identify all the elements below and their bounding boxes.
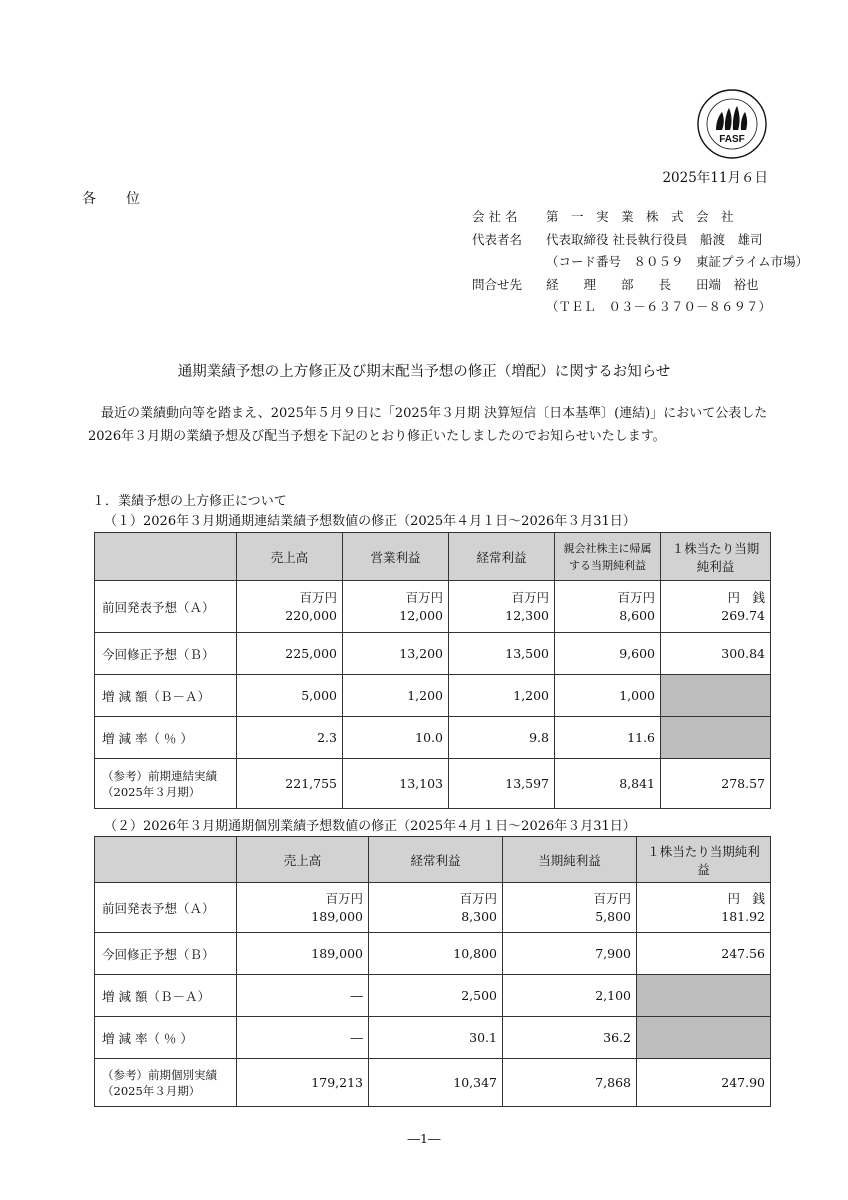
- header-cell: 経常利益: [369, 837, 503, 883]
- blank-cell: [661, 675, 771, 717]
- value: 269.74: [721, 607, 765, 623]
- value-cell: [449, 581, 555, 633]
- table-row: [95, 883, 771, 933]
- company-row-value: （コード番号 ８０５９ 東証プライム市場）: [546, 254, 809, 269]
- company-row: [472, 229, 808, 252]
- value-cell: 300.84: [661, 633, 771, 675]
- header-cell: 売上高: [237, 533, 343, 581]
- company-row-label: 会 社 名: [472, 209, 518, 224]
- value-cell: [555, 581, 661, 633]
- logo-text: FASF: [719, 134, 745, 145]
- blank-cell: [661, 717, 771, 759]
- value-cell: 7,900: [503, 933, 637, 975]
- value-cell: 189,000: [237, 933, 369, 975]
- company-row-value: 代表取締役 社長執行役員 船渡 雄司: [546, 231, 763, 247]
- table-row: [95, 633, 771, 675]
- company-row-label: [472, 296, 546, 319]
- value-cell: 10,347: [369, 1059, 503, 1107]
- document-title: 通期業績予想の上方修正及び期末配当予想の修正（増配）に関するお知らせ: [177, 364, 671, 380]
- table-row: [95, 1017, 771, 1059]
- table-row: [95, 759, 771, 809]
- value-cell: 13,500: [449, 633, 555, 675]
- value: 8,300: [461, 908, 497, 924]
- value-cell: [343, 581, 449, 633]
- company-row-label: 問合せ先: [472, 276, 523, 292]
- row-label: （参考）前期連結実績（2025年３月期）: [95, 759, 237, 809]
- value-cell: 1,200: [449, 675, 555, 717]
- value-cell: 36.2: [503, 1017, 637, 1059]
- header-cell: 親会社株主に帰属する当期純利益: [555, 533, 661, 581]
- row-label: 増 減 額（Ｂ－Ａ）: [95, 975, 237, 1017]
- header-cell: １株当たり当期純利益: [661, 533, 771, 581]
- value-cell: 2,100: [503, 975, 637, 1017]
- value-cell: 13,597: [449, 759, 555, 809]
- header-cell: 当期純利益: [503, 837, 637, 883]
- value-cell: [237, 883, 369, 933]
- company-row-value: 第 一 実 業 株 式 会 社: [546, 209, 734, 224]
- table-row: [95, 1059, 771, 1107]
- value: 220,000: [285, 607, 337, 623]
- company-row: [472, 296, 808, 319]
- row-label: （参考）前期個別実績（2025年３月期）: [95, 1059, 237, 1107]
- unit-label: 百万円: [405, 589, 443, 605]
- company-row: [472, 206, 808, 229]
- intro-paragraph: 最近の業績動向等を踏まえ、2025年５月９日に「2025年３月期 決算短信〔日本基準〕(連結)」において公表した2026年３月期の業績予想及び配当予想を下記のとおり修正いたしましたのでお知らせいたします。: [88, 406, 768, 444]
- company-row: [472, 251, 808, 274]
- value-cell: [369, 883, 503, 933]
- value-cell: [237, 581, 343, 633]
- value-cell: 9,600: [555, 633, 661, 675]
- value-cell: ―: [237, 975, 369, 1017]
- table1-caption: （１）2026年３月期通期連結業績予想数値の修正（2025年４月１日～2026年３月31日）: [104, 514, 636, 529]
- header-cell: 売上高: [237, 837, 369, 883]
- nonconsolidated-forecast-table: [94, 836, 771, 1107]
- issue-date: 2025年11月６日: [662, 170, 768, 186]
- unit-label: 百万円: [459, 890, 497, 906]
- value: 8,600: [619, 607, 655, 623]
- value-cell: [637, 883, 771, 933]
- company-row-value: 経 理 部 長 田端 裕也: [546, 276, 759, 292]
- header-cell: 営業利益: [343, 533, 449, 581]
- unit-label: 百万円: [511, 589, 549, 605]
- value-cell: 1,200: [343, 675, 449, 717]
- consolidated-forecast-table: [94, 532, 771, 809]
- value-cell: 8,841: [555, 759, 661, 809]
- value-cell: 2,500: [369, 975, 503, 1017]
- unit-label: 百万円: [325, 890, 363, 906]
- value-cell: ―: [237, 1017, 369, 1059]
- blank-cell: [637, 1017, 771, 1059]
- company-info: [472, 206, 808, 319]
- unit-label: 百万円: [593, 890, 631, 906]
- value-cell: 1,000: [555, 675, 661, 717]
- row-label: 今回修正予想（Ｂ）: [95, 933, 237, 975]
- unit-label: 円 銭: [727, 589, 765, 605]
- value-cell: [503, 883, 637, 933]
- value-cell: 30.1: [369, 1017, 503, 1059]
- value-cell: 13,103: [343, 759, 449, 809]
- blank-cell: [637, 975, 771, 1017]
- table-row: [95, 717, 771, 759]
- value-cell: 247.56: [637, 933, 771, 975]
- value-cell: [661, 581, 771, 633]
- row-label: 増 減 額（Ｂ－Ａ）: [95, 675, 237, 717]
- table-row: [95, 675, 771, 717]
- value-cell: 247.90: [637, 1059, 771, 1107]
- header-cell: [95, 837, 237, 883]
- value-cell: 10.0: [343, 717, 449, 759]
- unit-label: 円 銭: [727, 890, 765, 906]
- value-cell: 225,000: [237, 633, 343, 675]
- company-row-value: （ＴＥＬ ０３－６３７０－８６９７）: [546, 299, 772, 314]
- addressee: 各位: [82, 191, 170, 207]
- value-cell: 13,200: [343, 633, 449, 675]
- header-cell: 経常利益: [449, 533, 555, 581]
- row-label: 前回発表予想（Ａ）: [95, 883, 237, 933]
- value: 12,000: [399, 607, 443, 623]
- value: 12,300: [505, 607, 549, 623]
- company-row: [472, 274, 808, 297]
- table-row: [95, 581, 771, 633]
- value-cell: 10,800: [369, 933, 503, 975]
- value-cell: 5,000: [237, 675, 343, 717]
- value-cell: 11.6: [555, 717, 661, 759]
- value: 181.92: [721, 908, 765, 924]
- row-label: 増 減 率（ ％ ）: [95, 717, 237, 759]
- row-label: 今回修正予想（Ｂ）: [95, 633, 237, 675]
- value: 5,800: [595, 908, 631, 924]
- row-label: 増 減 率（ ％ ）: [95, 1017, 237, 1059]
- row-label: 前回発表予想（Ａ）: [95, 581, 237, 633]
- page-number: ―1―: [407, 1131, 441, 1146]
- section-heading: １．業績予想の上方修正について: [92, 494, 287, 509]
- value-cell: 2.3: [237, 717, 343, 759]
- value-cell: 221,755: [237, 759, 343, 809]
- value-cell: 278.57: [661, 759, 771, 809]
- value-cell: 9.8: [449, 717, 555, 759]
- fasf-logo: [696, 88, 768, 160]
- header-cell: [95, 533, 237, 581]
- company-row-label: [472, 251, 546, 274]
- table2-caption: （２）2026年３月期通期個別業績予想数値の修正（2025年４月１日～2026年３月31日）: [104, 819, 636, 834]
- table-row: [95, 975, 771, 1017]
- company-row-label: 代表者名: [472, 231, 523, 247]
- value-cell: 7,868: [503, 1059, 637, 1107]
- value: 189,000: [311, 908, 363, 924]
- value-cell: 179,213: [237, 1059, 369, 1107]
- unit-label: 百万円: [299, 589, 337, 605]
- unit-label: 百万円: [617, 589, 655, 605]
- header-cell: １株当たり当期純利益: [637, 837, 771, 883]
- table-row: [95, 933, 771, 975]
